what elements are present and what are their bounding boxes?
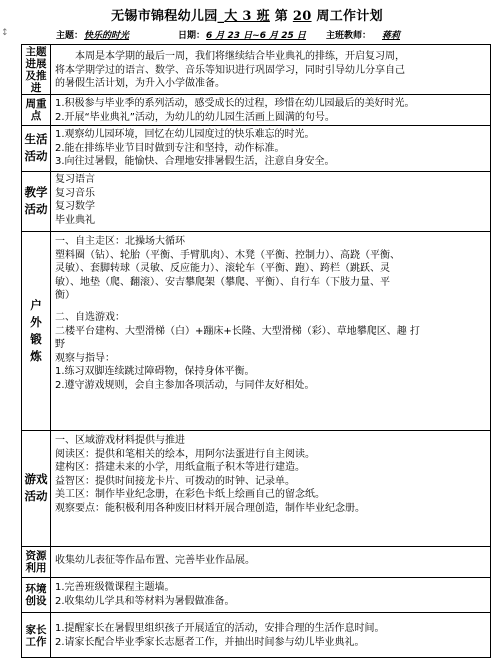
page-title [0, 5, 494, 24]
outdoor-exercise-text: 一、自主走区：北操场大循环 塑料圈（钻）、轮胎（平衡、手臂肌肉）、木凳（平衡、控制力）、高跷（平衡、 灵敏）、套脚转球（灵敏、反应能力）、滚轮车（平衡、跑）、跨栏（跳跃、灵 敏）、地垫（爬、翻滚）、安吉攀爬架（攀爬、平衡）、自行车（下肢力量、平 衡） 二、自选游戏： 二楼平台建构、大型滑梯（白）+蹦床+长隆、大型滑梯（彩）、草地攀爬区、趣 打 野 观察与指导： 1.练习双脚连续跳过障碍物，保持身体平衡。 2.遵守游戏规则，会自主参加各项活动，与同伴友好相处。 [55, 236, 420, 391]
theme-value: 快乐的时光 [84, 31, 130, 41]
row-divider [22, 612, 490, 613]
weekly-focus-text: 1.积极参与毕业季的系列活动，感受成长的过程，珍惜在幼儿园最后的美好时光。 2.开展“毕业典礼”活动，为幼儿的幼儿园生活画上圆满的句号。 [55, 98, 415, 123]
teacher-label: 主班教师： [326, 31, 372, 41]
class-name: 大 3 班 [224, 9, 270, 24]
date-label: 日期： [178, 31, 206, 41]
label-resource-use: 资源 利用 [25, 549, 47, 574]
row-divider [22, 577, 490, 578]
parent-work-text: 1.提醒家长在暑假里组织孩子开展适宜的活动，安排合理的生活作息时间。 2.请家长配合毕业季家长志愿者工作，并抽出时间参与幼儿毕业典礼。 [55, 623, 385, 648]
date-value: 6 月 23 日~6 月 25 日 [206, 31, 306, 41]
row-divider [22, 231, 490, 232]
column-divider [50, 45, 51, 657]
row-divider [22, 171, 490, 172]
game-activity-text: 一、区域游戏材料提供与推进 阅读区：提供和笔相关的绘本，用阿尔法蛋进行自主阅读。 建构区：搭建未来的小学，用纸盒瓶子积木等进行建造。 益智区：提供时间接龙卡片、可拨动的时钟、记录单。 美工区：制作毕业纪念册，在彩色卡纸上绘画自己的留念纸。 观察要点：能积极利用各种废旧材料开展合理创造，制作毕业纪念册。 [55, 435, 365, 514]
label-teaching-activity: 教学 活动 [24, 185, 48, 216]
theme-progress-text: 本周是本学期的最后一周，我们将继续结合毕业典礼的排练，开启复习周， 将本学期学过的语言、数学、音乐等知识进行巩固学习，同时引导幼儿分享自己 的暑假生活计划，为升入小学做准备。 [55, 51, 405, 90]
plan-table [21, 44, 491, 658]
resource-use-text: 收集幼儿表征等作品布置、完善毕业作品展。 [55, 555, 255, 566]
theme-label: 主题： [56, 31, 84, 41]
label-parent-work: 家长 工作 [25, 623, 47, 648]
teacher-value: 蒋莉 [382, 31, 401, 41]
label-theme-progress: 主题 进展 及推 进 [25, 45, 47, 94]
row-divider [22, 430, 490, 431]
title-prefix: 无锡市锦程幼儿园_ [111, 9, 225, 24]
environment-text: 1.完善班级微课程主题墙。 2.收集幼儿学具和等材料为暑假做准备。 [55, 582, 235, 607]
teaching-activity-text: 复习语言 复习音乐 复习数学 毕业典礼 [55, 174, 95, 226]
label-environment: 环境 创设 [25, 582, 47, 607]
label-life-activity: 生活 活动 [24, 132, 48, 163]
label-outdoor-exercise: 户 外 锻 炼 [30, 297, 42, 363]
label-weekly-focus: 周重 点 [25, 97, 47, 122]
row-divider [22, 125, 490, 126]
row-divider [22, 546, 490, 547]
row-divider [22, 94, 490, 95]
info-row [0, 28, 494, 42]
anchor-mark-icon: ↕ [1, 28, 9, 38]
title-suffix: 周工作计划 [311, 9, 383, 24]
life-activity-text: 1.观察幼儿园环境，回忆在幼儿园度过的快乐难忘的时光。 2.能在排练毕业节目时做到专注和坚持，动作标准。 3.向往过暑假，能愉快、合理地安排暑假生活，注意自身安全。 [55, 129, 335, 168]
week-prefix: 第 [269, 9, 293, 24]
week-number: 20 [292, 9, 312, 24]
label-game-activity: 游戏 活动 [24, 472, 48, 503]
